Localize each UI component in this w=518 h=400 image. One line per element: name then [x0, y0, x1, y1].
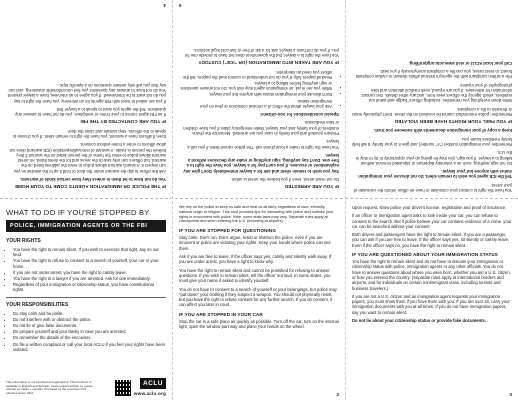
paragraph: Ask if you are free to leave. If the officer says yes, calmly and silently walk away. If you are under arrest, you have a right to know why. [179, 254, 332, 265]
paragraph: Say you wish to remain silent and ask for a lawyer immediately. Don't give any explanations or excuses. If you can't pay for a lawyer, you have the right to a free one. Don't say anything, sign anything or make any decisions without a lawyer. [183, 152, 339, 174]
list-item: • You have the right to a lawyer if you are arrested. Ask for one immediately. [13, 276, 166, 281]
paragraph: You have the right to remain silent and do not have to discuss your immigration or citizenship status with police, immigration agents or any other officials. You do not have to answer questions about where you were born, whether you are a U.S. citizen, or how you entered the country. (Separate rules apply at international borders and airports, and for individuals on certain nonimmigrant visas, including tourists and business travelers.) [352, 259, 511, 291]
paragraph: You have the right to make a local phone call. The police cannot listen if you call a lawyer. [187, 139, 339, 150]
paragraph: Remember your immigration number ("A" number) and give it to your family. It will help family members locate you. [352, 136, 512, 147]
panel-cover [0, 200, 172, 400]
page-number: 3 [509, 392, 512, 397]
list-item: • Ask your lawyer about the effect of a criminal conviction or plea on your immigration status. [179, 98, 332, 108]
section-heading: IF YOU ARE CONTACTED BY THE FBI [80, 119, 166, 125]
list-item: • If you are not under arrest, you have the right to calmly leave. [13, 270, 166, 275]
responsibilities-list [6, 311, 166, 352]
list-item: • Don't discuss your immigration status with anyone but your lawyer. [179, 92, 332, 97]
section-heading: IF YOU ARE STOPPED IN YOUR CAR [179, 311, 263, 317]
noncitizen-list [179, 69, 339, 108]
panel-page-2 [173, 200, 345, 400]
list-item: • Do not interfere with or obstruct the police. [13, 317, 166, 322]
paragraph: Both drivers and passengers have the right to remain silent. If you are a passenger, you can ask if you are free to leave. If the officer says yes, sit silently or calmly leave. Even if the officer says no, you have the right to remain silent. [352, 232, 510, 248]
section-heading: IF YOU ARE STOPPED FOR QUESTIONING [179, 228, 276, 234]
paragraph: Stop the car in a safe place as quickly as possible. Turn off the car, turn on the internal light, open the window part way and place your hands on the wheel. [179, 318, 339, 330]
paragraph: Keep a copy of your immigration documents with someone you trust. [374, 128, 512, 134]
paragraph: You have the right to remain silent and cannot be punished for refusing to answer questions. If you wish to remain silent, tell the officer out loud. In some states, you must give your name if asked to identify yourself. [179, 267, 331, 284]
panel-top-left [0, 0, 172, 198]
paragraph: If you are asked to meet with FBI agents for an interview, you have the right to say you do not want to be interviewed. If you agree to an interview, have a lawyer present. You do not have to answer any questions you feel uncomfortable answering, and can say that you will only answer questions on a specific topic. [6, 82, 166, 104]
page-number: 4 [163, 3, 166, 8]
section-heading: IF YOU FEEL YOUR RIGHTS HAVE BEEN VIOLATED [394, 119, 512, 125]
section-heading: IF YOU ARE QUESTIONED ABOUT YOUR IMMIGRATION STATUS [352, 252, 498, 258]
list-item: • Do stay calm and be polite. [13, 311, 166, 316]
paragraph: You have the right to contact your consulate or have an officer inform the consulate of your arrest. [353, 182, 512, 193]
paragraph: Tell the ICE agent you wish to remain silent. Do not discuss your immigration status with anyone but your lawyer. [358, 169, 512, 180]
list-item: • You have the right to refuse to consent to a search of yourself, your car or your home. [13, 258, 166, 268]
paragraph: Do not lie about your citizenship status or provide fake documents. [352, 318, 487, 324]
disclaimer-text: This information is not intended as legal advice. This brochure is available in English and Spanish. / Esta tarjeta también se puede obtener en inglés y español. Produced by the American Civil Liberties Union 2011 [6, 379, 93, 396]
paragraph: If an officer or immigration agent asks to look inside your car, you can refuse to consent to the search. But if police believe your car contains evidence of a crime, your car can be searched without your consent. [352, 213, 512, 229]
paragraph: Ask the officer to slip the warrant under the door or hold it up to the window so you can inspect it. A search warrant allows police to enter the address listed on the warrant, but officers can only search the areas and for the items listed. An arrest warrant allows police to enter the home of the person listed on the warrant if they believe the person is inside. A warrant of removal/deportation (ICE warrant) does not allow officers to enter a home without consent. [9, 142, 166, 174]
page-number: 2 [336, 392, 339, 397]
paragraph: Do not resist arrest, even if you believe the arrest is unfair. [231, 177, 339, 182]
cover-title: WHAT TO DO IF YOU'RE STOPPED BY [6, 208, 150, 217]
paragraph: If an FBI agent comes to your home or workplace, you do not have to answer any questions. Tell the agent you want to speak to a lawyer first. [15, 107, 166, 118]
paragraph: Do not sign anything, such as a voluntary departure or stipulated removal, without talking to a lawyer. If you sign, you may be giving up your opportunity to try to stay in the U.S. [355, 150, 512, 166]
paragraph: Special considerations for non-citizens: [259, 112, 339, 118]
responsibilities-heading: YOUR RESPONSIBILITIES [6, 301, 69, 308]
list-item: • You have the right to remain silent. If you wish to exercise that right, say so out loud. [13, 247, 166, 257]
list-item: • Do prepare yourself and your family in case you are arrested. [13, 329, 166, 334]
divider [6, 297, 166, 298]
list-item: • Read all papers fully. If you do not understand or cannot read the papers, tell the officer you need an interpreter. [179, 69, 332, 79]
paragraph: Prepare yourself and your family in case you are arrested. Memorize the phone numbers of your family and your lawyer. Make emergency plans if you have children or take medication. [183, 120, 339, 136]
paragraph: Write down everything you remember, including officers' badge and patrol car numbers, which agency the officers were from, and any other details. Get contact information for witnesses. If you are injured, seek medical attention and take photographs of your injuries. [361, 82, 512, 104]
aclu-url-link[interactable]: www.aclu.org [133, 391, 166, 396]
paragraph: You have the right to a lawyer, but the government does not have to provide one for you. If you do not have a lawyer, ask for a list of free or low-cost legal services. [184, 48, 339, 59]
rights-heading: YOUR RIGHTS [6, 238, 41, 244]
cover-banner: POLICE, IMMIGRATION AGENTS OR THE FBI [6, 220, 166, 232]
section-heading: IF YOU ARE ARRESTED [284, 184, 339, 189]
panel-top-right [346, 0, 518, 198]
qr-code-icon [115, 380, 131, 396]
panel-page-3 [346, 200, 518, 400]
paragraph: If you are not a U.S. citizen and an immigration agent requests your immigration papers, you must show them if you have them with you. If you are over 18, carry your immigration documents with you at all times. If you do not have immigration papers, say you want to remain silent. [352, 293, 510, 315]
paragraph: You do not have to consent to a search of yourself or your belongings, but police may "pat down" your clothing if they suspect a weapon. You should not physically resist, but you have the right to refuse consent for any further search. If you do consent, it can affect you later in court. [179, 286, 337, 308]
paragraph: Remember: police misconduct cannot be resolved on the street. Don't physically resist or threaten to file a complaint. [352, 106, 512, 118]
cover-footer [6, 378, 166, 396]
list-item: • Do not lie or give false documents. [13, 323, 166, 328]
page-number: 5 [179, 3, 182, 8]
paragraph: Call your local ACLU or visit www.aclu.org/profiling. [408, 60, 512, 66]
list-item: • Regardless of your immigration or citizenship status, you have constitutional rights. [13, 282, 166, 292]
paragraph: Upon request, show police your driver's license, registration and proof of insurance. [352, 205, 507, 210]
section-heading: IF THE POLICE OR IMMIGRATION AGENTS COME TO YOUR HOME [14, 184, 166, 189]
intro-paragraph: We rely on the police to keep us safe and treat us all fairly, regardless of race, ethnicity, national origin or religion. This card provides tips for interacting with police and outlines your rights in encounters with police. Note: some state laws may vary. Separate rules apply at checkpoints and when entering the U.S. (including at airports). [179, 205, 334, 224]
list-item: • Do remember the details of the encounter. [13, 335, 166, 340]
list-item: • Do file a written complaint or call your local ACLU if you feel your rights have been violated. [13, 342, 166, 352]
paragraph: File a written complaint with the agency's internal affairs division or civilian complaint board. In most cases, you can file a complaint anonymously if you wish. [355, 68, 512, 80]
panel-top-middle [173, 0, 345, 198]
section-heading: IF YOU ARE TAKEN INTO IMMIGRATION (OR "ICE") CUSTODY [198, 60, 339, 66]
rights-list [6, 247, 166, 293]
paragraph: Stay calm. Don't run. Don't argue, resist or obstruct the police, even if you are innocent or police are violating your rights. Keep your hands where police can see them. [179, 235, 331, 251]
paragraph: Even if officers have a warrant, you have the right to remain silent. If you choose to speak to the officers, step outside and close the door. [12, 128, 166, 139]
aclu-logo: ACLU [140, 378, 166, 389]
list-item: • While you are in jail, an immigration agent may visit you. Do not answer questions or sign anything before talking to a lawyer. [179, 81, 332, 91]
paragraph: You do not have to let them in unless they have certain kinds of warrants. [19, 177, 166, 182]
